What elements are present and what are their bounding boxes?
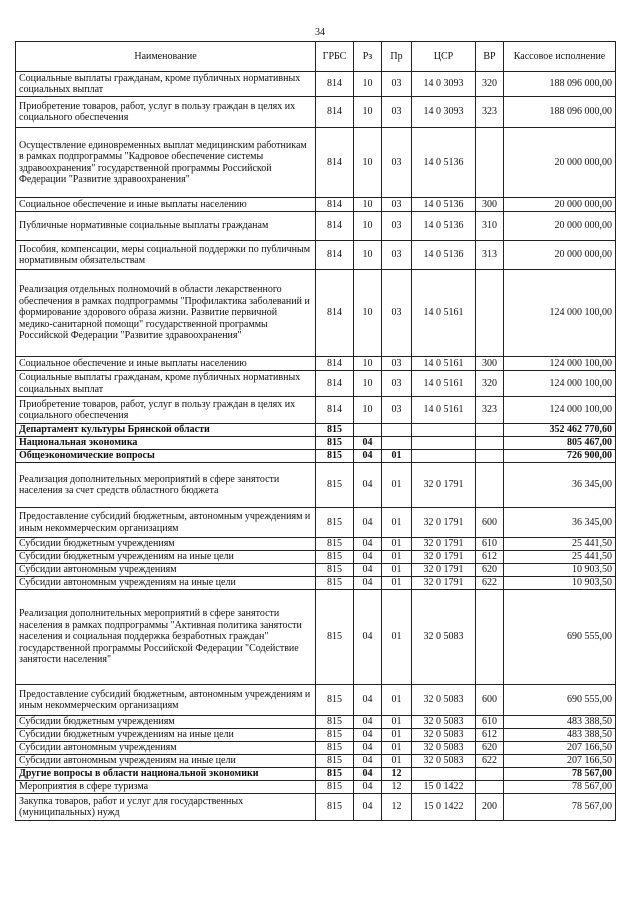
header-name: Наименование: [16, 42, 316, 72]
cell-rz: 04: [354, 768, 382, 781]
cell-name: Приобретение товаров, работ, услуг в пользу граждан в целях их социального обеспечения: [16, 97, 316, 128]
cell-csr: 32 0 5083: [412, 590, 476, 685]
cell-rz: 04: [354, 450, 382, 463]
table-row: [16, 397, 616, 424]
cell-rz: 10: [354, 397, 382, 424]
cell-csr: 32 0 1791: [412, 508, 476, 538]
cell-pr: 01: [382, 729, 412, 742]
table-row: [16, 577, 616, 590]
cell-sum: 36 345,00: [504, 463, 616, 508]
cell-grbs: 815: [316, 577, 354, 590]
table-row: [16, 424, 616, 437]
cell-pr: 01: [382, 590, 412, 685]
cell-pr: 01: [382, 716, 412, 729]
cell-csr: [412, 437, 476, 450]
table-row: [16, 794, 616, 821]
cell-name: Пособия, компенсации, меры социальной поддержки по публичным нормативным обязательствам: [16, 241, 316, 270]
cell-pr: 03: [382, 241, 412, 270]
cell-pr: [382, 437, 412, 450]
cell-vr: 323: [476, 397, 504, 424]
cell-vr: [476, 270, 504, 357]
table-row: [16, 768, 616, 781]
cell-csr: 14 0 3093: [412, 97, 476, 128]
cell-csr: 14 0 5161: [412, 371, 476, 397]
cell-csr: 15 0 1422: [412, 794, 476, 821]
table-row: [16, 781, 616, 794]
cell-pr: [382, 424, 412, 437]
cell-name: Предоставление субсидий бюджетным, автономным учреждениям и иным некоммерческим организациям: [16, 685, 316, 716]
cell-name: Мероприятия в сфере туризма: [16, 781, 316, 794]
cell-rz: 04: [354, 755, 382, 768]
cell-sum: 207 166,50: [504, 755, 616, 768]
cell-grbs: 815: [316, 768, 354, 781]
cell-grbs: 814: [316, 357, 354, 371]
cell-rz: 04: [354, 685, 382, 716]
cell-vr: [476, 768, 504, 781]
cell-rz: 10: [354, 270, 382, 357]
cell-name: Социальные выплаты гражданам, кроме публичных нормативных социальных выплат: [16, 371, 316, 397]
cell-rz: 04: [354, 742, 382, 755]
cell-csr: 14 0 5136: [412, 198, 476, 212]
cell-sum: 690 555,00: [504, 685, 616, 716]
table-row: [16, 450, 616, 463]
cell-grbs: 814: [316, 128, 354, 198]
cell-grbs: 815: [316, 551, 354, 564]
cell-vr: [476, 463, 504, 508]
cell-rz: 04: [354, 551, 382, 564]
cell-csr: 14 0 5161: [412, 270, 476, 357]
cell-sum: 78 567,00: [504, 794, 616, 821]
cell-sum: 20 000 000,00: [504, 241, 616, 270]
cell-name: Субсидии бюджетным учреждениям: [16, 716, 316, 729]
cell-rz: 04: [354, 781, 382, 794]
cell-grbs: 815: [316, 564, 354, 577]
cell-sum: 124 000 100,00: [504, 397, 616, 424]
cell-vr: [476, 781, 504, 794]
cell-rz: 10: [354, 97, 382, 128]
cell-csr: 14 0 5161: [412, 357, 476, 371]
cell-sum: 124 000 100,00: [504, 270, 616, 357]
cell-sum: 352 462 770,60: [504, 424, 616, 437]
cell-pr: 03: [382, 212, 412, 241]
cell-name: Субсидии автономным учреждениям на иные цели: [16, 755, 316, 768]
table-row: [16, 371, 616, 397]
cell-csr: 32 0 1791: [412, 564, 476, 577]
cell-rz: 04: [354, 538, 382, 551]
cell-rz: 04: [354, 577, 382, 590]
cell-sum: 726 900,00: [504, 450, 616, 463]
table-row: [16, 729, 616, 742]
cell-rz: 10: [354, 212, 382, 241]
cell-name: Общеэкономические вопросы: [16, 450, 316, 463]
cell-name: Субсидии автономным учреждениям на иные цели: [16, 577, 316, 590]
cell-csr: 32 0 1791: [412, 463, 476, 508]
cell-name: Департамент культуры Брянской области: [16, 424, 316, 437]
cell-grbs: 815: [316, 590, 354, 685]
table-row: [16, 198, 616, 212]
cell-csr: 32 0 5083: [412, 716, 476, 729]
cell-vr: 620: [476, 564, 504, 577]
cell-csr: 32 0 5083: [412, 685, 476, 716]
cell-grbs: 814: [316, 397, 354, 424]
cell-vr: [476, 450, 504, 463]
cell-vr: 320: [476, 371, 504, 397]
cell-name: Реализация дополнительных мероприятий в сфере занятости населения за счет средств областного бюджета: [16, 463, 316, 508]
header-sum: Кассовое исполнение: [504, 42, 616, 72]
cell-pr: 03: [382, 128, 412, 198]
cell-csr: 14 0 5136: [412, 212, 476, 241]
cell-sum: 25 441,50: [504, 551, 616, 564]
cell-name: Реализация отдельных полномочий в области лекарственного обеспечения в рамках подпрограммы "Профилактика заболеваний и формирование здорового образа жизни. Развитие первичной медико-санитарной помощи" государственной программы Российской Федерации "Развитие здравоохранения": [16, 270, 316, 357]
cell-csr: 32 0 5083: [412, 729, 476, 742]
cell-sum: 188 096 000,00: [504, 72, 616, 97]
cell-grbs: 815: [316, 508, 354, 538]
cell-grbs: 815: [316, 437, 354, 450]
cell-name: Приобретение товаров, работ, услуг в пользу граждан в целях их социального обеспечения: [16, 397, 316, 424]
cell-name: Социальные выплаты гражданам, кроме публичных нормативных социальных выплат: [16, 72, 316, 97]
cell-csr: [412, 450, 476, 463]
header-vr: ВР: [476, 42, 504, 72]
cell-csr: 14 0 5136: [412, 241, 476, 270]
cell-name: Субсидии бюджетным учреждениям: [16, 538, 316, 551]
cell-pr: 12: [382, 768, 412, 781]
cell-grbs: 815: [316, 794, 354, 821]
cell-grbs: 814: [316, 270, 354, 357]
cell-pr: 03: [382, 270, 412, 357]
cell-pr: 12: [382, 781, 412, 794]
cell-vr: [476, 424, 504, 437]
cell-grbs: 815: [316, 742, 354, 755]
cell-vr: 600: [476, 508, 504, 538]
cell-grbs: 814: [316, 72, 354, 97]
table-row: [16, 72, 616, 97]
cell-name: Другие вопросы в области национальной экономики: [16, 768, 316, 781]
table-row: [16, 212, 616, 241]
cell-rz: 04: [354, 590, 382, 685]
table-row: [16, 463, 616, 508]
header-csr: ЦСР: [412, 42, 476, 72]
cell-sum: 20 000 000,00: [504, 128, 616, 198]
cell-name: Субсидии бюджетным учреждениям на иные цели: [16, 729, 316, 742]
cell-csr: [412, 424, 476, 437]
cell-grbs: 815: [316, 685, 354, 716]
cell-name: Социальное обеспечение и иные выплаты населению: [16, 198, 316, 212]
cell-pr: 01: [382, 564, 412, 577]
cell-rz: 10: [354, 72, 382, 97]
cell-rz: 04: [354, 437, 382, 450]
cell-rz: 10: [354, 198, 382, 212]
cell-name: Социальное обеспечение и иные выплаты населению: [16, 357, 316, 371]
cell-rz: 04: [354, 794, 382, 821]
table-row: [16, 564, 616, 577]
table-row: [16, 97, 616, 128]
cell-sum: 124 000 100,00: [504, 357, 616, 371]
cell-name: Осуществление единовременных выплат медицинским работникам в рамках подпрограммы "Кадровое обеспечение системы здравоохранения" государственной программы Российской Федерации "Развитие здравоохранения": [16, 128, 316, 198]
cell-sum: 483 388,50: [504, 716, 616, 729]
cell-grbs: 815: [316, 538, 354, 551]
cell-sum: 124 000 100,00: [504, 371, 616, 397]
cell-grbs: 814: [316, 97, 354, 128]
cell-pr: 12: [382, 794, 412, 821]
cell-vr: 200: [476, 794, 504, 821]
cell-sum: 483 388,50: [504, 729, 616, 742]
table-row: [16, 755, 616, 768]
cell-pr: 01: [382, 577, 412, 590]
cell-pr: 03: [382, 97, 412, 128]
cell-vr: 610: [476, 716, 504, 729]
cell-vr: 313: [476, 241, 504, 270]
cell-pr: 01: [382, 551, 412, 564]
cell-csr: 32 0 1791: [412, 577, 476, 590]
cell-pr: 03: [382, 357, 412, 371]
cell-name: Реализация дополнительных мероприятий в сфере занятости населения в рамках подпрограммы "Активная политика занятости населения и социальная поддержка безработных граждан" государственной программы Российской Федерации "Содействие занятости населения": [16, 590, 316, 685]
table-row: [16, 551, 616, 564]
cell-rz: 10: [354, 241, 382, 270]
cell-sum: 78 567,00: [504, 781, 616, 794]
cell-sum: 36 345,00: [504, 508, 616, 538]
cell-csr: 14 0 3093: [412, 72, 476, 97]
cell-vr: 600: [476, 685, 504, 716]
cell-pr: 01: [382, 538, 412, 551]
cell-vr: 612: [476, 729, 504, 742]
cell-pr: 01: [382, 463, 412, 508]
cell-grbs: 815: [316, 755, 354, 768]
cell-rz: [354, 424, 382, 437]
cell-grbs: 815: [316, 450, 354, 463]
cell-name: Субсидии автономным учреждениям: [16, 564, 316, 577]
table-row: [16, 128, 616, 198]
cell-rz: 04: [354, 564, 382, 577]
cell-grbs: 815: [316, 781, 354, 794]
cell-rz: 10: [354, 357, 382, 371]
cell-grbs: 814: [316, 212, 354, 241]
cell-name: Субсидии автономным учреждениям: [16, 742, 316, 755]
cell-sum: 10 903,50: [504, 577, 616, 590]
header-grbs: ГРБС: [316, 42, 354, 72]
cell-sum: 805 467,00: [504, 437, 616, 450]
cell-pr: 01: [382, 742, 412, 755]
cell-csr: 15 0 1422: [412, 781, 476, 794]
cell-pr: 01: [382, 450, 412, 463]
cell-grbs: 814: [316, 241, 354, 270]
cell-vr: 320: [476, 72, 504, 97]
cell-csr: 32 0 1791: [412, 538, 476, 551]
cell-grbs: 815: [316, 424, 354, 437]
cell-rz: 04: [354, 716, 382, 729]
cell-rz: 04: [354, 463, 382, 508]
cell-vr: 612: [476, 551, 504, 564]
cell-rz: 10: [354, 128, 382, 198]
cell-csr: 14 0 5136: [412, 128, 476, 198]
table-row: [16, 685, 616, 716]
cell-sum: 20 000 000,00: [504, 198, 616, 212]
cell-csr: 14 0 5161: [412, 397, 476, 424]
cell-pr: 01: [382, 685, 412, 716]
table-row: [16, 590, 616, 685]
cell-vr: 620: [476, 742, 504, 755]
cell-name: Публичные нормативные социальные выплаты гражданам: [16, 212, 316, 241]
cell-vr: 622: [476, 577, 504, 590]
table-row: [16, 437, 616, 450]
table-row: [16, 508, 616, 538]
cell-sum: 10 903,50: [504, 564, 616, 577]
header-pr: Пр: [382, 42, 412, 72]
cell-vr: [476, 590, 504, 685]
cell-pr: 03: [382, 371, 412, 397]
cell-csr: 32 0 5083: [412, 742, 476, 755]
cell-grbs: 814: [316, 198, 354, 212]
cell-pr: 03: [382, 198, 412, 212]
cell-pr: 03: [382, 72, 412, 97]
cell-name: Закупка товаров, работ и услуг для государственных (муниципальных) нужд: [16, 794, 316, 821]
cell-vr: 622: [476, 755, 504, 768]
cell-name: Предоставление субсидий бюджетным, автономным учреждениям и иным некоммерческим организациям: [16, 508, 316, 538]
table-header-row: [16, 42, 616, 72]
cell-sum: 20 000 000,00: [504, 212, 616, 241]
cell-csr: [412, 768, 476, 781]
cell-pr: 03: [382, 397, 412, 424]
cell-vr: 310: [476, 212, 504, 241]
cell-rz: 04: [354, 729, 382, 742]
table-row: [16, 538, 616, 551]
cell-sum: 690 555,00: [504, 590, 616, 685]
table-row: [16, 742, 616, 755]
cell-vr: 300: [476, 198, 504, 212]
table-row: [16, 241, 616, 270]
table-row: [16, 716, 616, 729]
cell-pr: 01: [382, 755, 412, 768]
table-row: [16, 357, 616, 371]
budget-execution-table: [15, 41, 616, 821]
cell-sum: 78 567,00: [504, 768, 616, 781]
cell-csr: 32 0 1791: [412, 551, 476, 564]
cell-sum: 25 441,50: [504, 538, 616, 551]
cell-vr: 300: [476, 357, 504, 371]
cell-grbs: 815: [316, 716, 354, 729]
table-body: [16, 72, 616, 821]
cell-grbs: 815: [316, 463, 354, 508]
cell-vr: [476, 128, 504, 198]
cell-pr: 01: [382, 508, 412, 538]
cell-grbs: 815: [316, 729, 354, 742]
header-rz: Рз: [354, 42, 382, 72]
cell-rz: 04: [354, 508, 382, 538]
cell-sum: 207 166,50: [504, 742, 616, 755]
table-row: [16, 270, 616, 357]
cell-csr: 32 0 5083: [412, 755, 476, 768]
cell-rz: 10: [354, 371, 382, 397]
cell-sum: 188 096 000,00: [504, 97, 616, 128]
cell-grbs: 814: [316, 371, 354, 397]
page-number: 34: [315, 27, 325, 38]
cell-name: Национальная экономика: [16, 437, 316, 450]
cell-vr: 323: [476, 97, 504, 128]
cell-vr: [476, 437, 504, 450]
cell-vr: 610: [476, 538, 504, 551]
cell-name: Субсидии бюджетным учреждениям на иные цели: [16, 551, 316, 564]
